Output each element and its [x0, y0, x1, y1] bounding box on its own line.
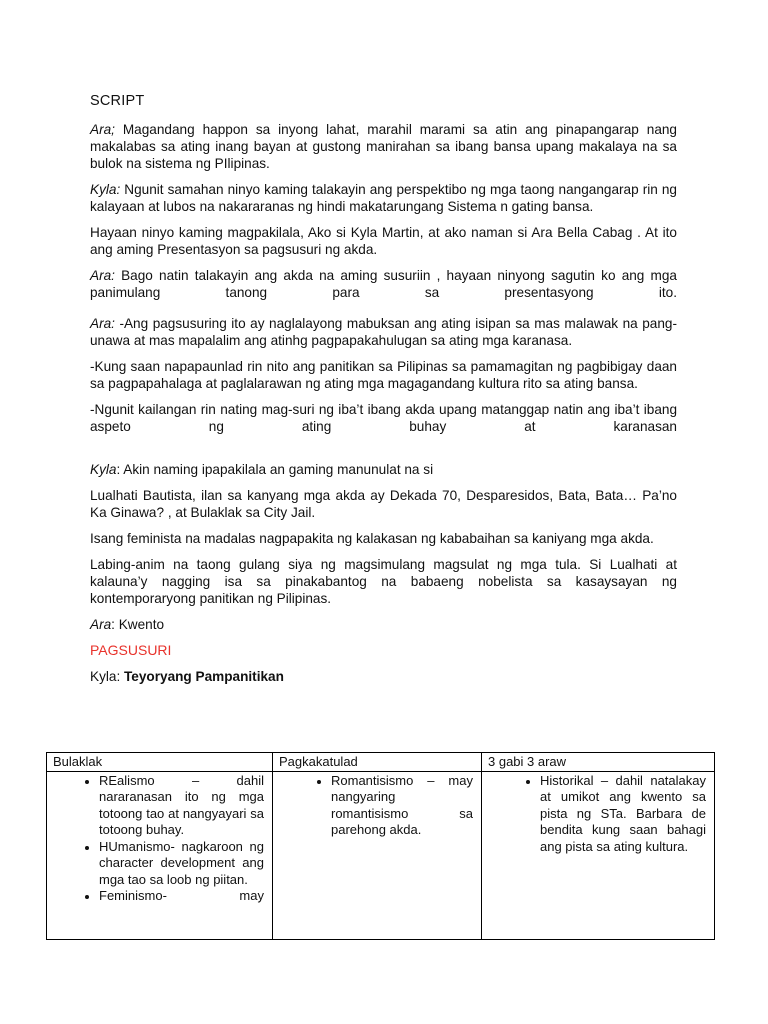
paragraph: [90, 401, 677, 435]
list-item: • REalismo – dahil nararanasan ito ng mga totoong tao at nangyayari sa totoong buhay.: [99, 773, 266, 839]
paragraph-text: Lualhati Bautista, ilan sa kanyang mga akda ay Dekada 70, Desparesidos, Bata, Bata… Pa’no Ka Ginawa? , at Bulaklak sa City Jail.: [90, 488, 677, 520]
table-row: [47, 771, 715, 939]
paragraph-text: Bago natin talakayin ang akda na aming susuriin , hayaan ninyong sagutin ko ang mga panimulang tanong para sa presentasyong ito.: [90, 268, 677, 300]
table-cell: [47, 771, 273, 939]
list-item: • Feminismo- may: [99, 888, 266, 905]
paragraph-text: : Akin naming ipapakilala an gaming manunulat na si: [116, 462, 434, 477]
speaker-label: Kyla:: [90, 669, 124, 684]
section-heading: PAGSUSURI: [90, 642, 172, 658]
paragraph: [90, 121, 677, 172]
bullet-list: [279, 773, 475, 839]
list-item: • Romantisismo – may nangyaring romantisismo sa parehong akda.: [331, 773, 475, 839]
speaker-label: Kyla: [90, 462, 117, 477]
paragraph-text: -Kung saan napapaunlad rin nito ang panitikan sa Pilipinas sa pamamagitan ng pagbibigay daan sa pagpapahalaga at paglalarawan ng ating mga magagandang kultura rito sa ating bansa.: [90, 359, 677, 391]
paragraph: [90, 487, 677, 521]
paragraph-text: Hayaan ninyo kaming magpakilala, Ako si Kyla Martin, at ako naman si Ara Bella Cabag . At ito ang aming Presentasyon sa pagsusuri ng akda.: [90, 225, 677, 257]
table-header-row: [47, 753, 715, 772]
speaker-label: Ara: [90, 617, 112, 632]
column-header: Pagkakatulad: [273, 753, 482, 772]
theory-line: [90, 668, 677, 685]
paragraph: [90, 315, 677, 349]
bullet-list: [53, 773, 266, 905]
speaker-label: Kyla:: [90, 182, 121, 197]
theory-heading: Teyoryang Pampanitikan: [124, 669, 284, 684]
paragraph-text: : Kwento: [111, 617, 165, 632]
column-header: Bulaklak: [47, 753, 273, 772]
paragraph-text: Magandang happon sa inyong lahat, marahil marami sa atin ang pinapangarap nang makalabas sa ating inang bayan at gustong manirahan sa ibang bansa upang makalaya na sa bulok na sistema ng PIlipinas.: [90, 122, 677, 171]
speaker-label: Ara:: [90, 316, 115, 331]
paragraph: [90, 616, 677, 633]
speaker-label: Ara:: [90, 268, 115, 283]
bullet-list: [488, 773, 708, 856]
paragraph: [90, 461, 677, 478]
list-item: • Historikal – dahil natalakay at umikot ang kwento sa pista ng STa. Barbara de bendita kung saan bahagi ang pista sa ating kultura.: [540, 773, 708, 856]
paragraph: [90, 224, 677, 258]
paragraph-text: Labing-anim na taong gulang siya ng magsimulang magsulat ng mga tula. Si Lualhati at kalauna’y nagging isa sa pinakabantog na babaeng nobelista sa kasaysayan ng kontemporaryong panitikan ng Pilipinas.: [90, 557, 677, 606]
paragraph: [90, 358, 677, 392]
speaker-label: Ara;: [90, 122, 115, 137]
paragraph-text: Isang feminista na madalas nagpapakita ng kalakasan ng kababaihan sa kaniyang mga akda.: [90, 531, 654, 546]
document-body: [90, 93, 677, 694]
column-header: 3 gabi 3 araw: [482, 753, 715, 772]
paragraph: [90, 556, 677, 607]
paragraph-text: -Ang pagsusuring ito ay naglalayong mabuksan ang ating isipan sa mas malawak na pang-unawa at mas mapalalim ang atinhg pagpapakahulugan sa ating mga karanasa.: [90, 316, 677, 348]
paragraph-text: Ngunit samahan ninyo kaming talakayin ang perspektibo ng mga taong nangangarap rin ng kalayaan at lubos na nakararanas ng hindi makatarungang Sistema n gating bansa.: [90, 182, 677, 214]
paragraph: [90, 267, 677, 301]
paragraph: [90, 530, 677, 547]
page-title: SCRIPT: [90, 93, 145, 109]
table-cell: [273, 771, 482, 939]
analysis-table: [46, 752, 715, 940]
list-item: • HUmanismo- nagkaroon ng character development ang mga tao sa loob ng piitan.: [99, 839, 266, 889]
paragraph-text: -Ngunit kailangan rin nating mag-suri ng iba’t ibang akda upang matanggap natin ang iba’t ibang aspeto ng ating buhay at karanasan: [90, 402, 677, 434]
table-cell: [482, 771, 715, 939]
paragraph: [90, 181, 677, 215]
